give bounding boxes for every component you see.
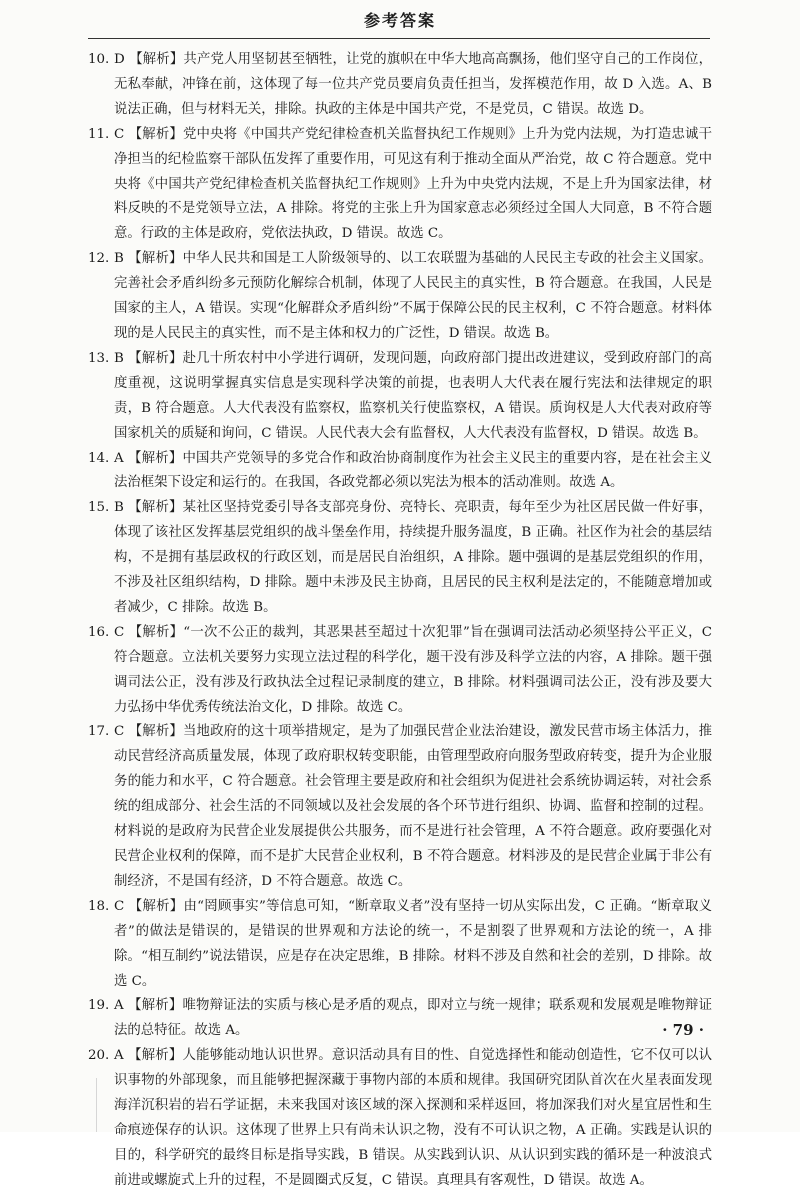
item-number: 19. — [88, 998, 110, 1014]
item-number: 17. — [88, 724, 110, 740]
analysis-text: 某社区坚持党委引导各支部亮身份、亮特长、亮职责，每年至少为社区居民做一件好事，体现了该社区发挥基层党组织的战斗堡垒作用，持续提升服务温度，B 正确。社区作为社会的基层结构，不是拥有基层政权的行政区划，而是居民自治组织，A 排除。题中强调的是基层党组织的作用，不涉及社区组织结构，D 排除。题中未涉及民主协商，且居民的民主权利是法定的，不能随意增加或者减少，C 排除。故选 B。 — [114, 500, 713, 615]
item-number: 15. — [88, 500, 110, 516]
item-number: 12. — [88, 251, 110, 267]
answer-list — [88, 48, 713, 1194]
analysis-tag: 【解析】 — [128, 450, 183, 466]
answer-item-10 — [88, 48, 713, 123]
answer-item-16 — [88, 621, 713, 721]
page-header-title: 参考答案 — [363, 11, 436, 30]
header-divider — [88, 38, 710, 39]
answer-item-18 — [88, 895, 713, 995]
answer-letter: A — [114, 998, 124, 1014]
analysis-text: “一次不公正的裁判，其恶果甚至超过十次犯罪”旨在强调司法活动必须坚持公平正义，C 符合题意。立法机关要努力实现立法过程的科学化，题干没有涉及科学立法的内容，A 排除。题干强调司法公正，没有涉及行政执法全过程记录制度的建立，B 排除。材料强调司法公正，没有涉及要大力弘扬中华优秀传统法治文化，D 排除。故选 C。 — [114, 624, 713, 715]
analysis-tag: 【解析】 — [128, 998, 183, 1014]
answer-letter: C — [114, 898, 125, 914]
answer-item-17 — [88, 720, 712, 894]
analysis-text: 党中央将《中国共产党纪律检查机关监督执纪工作规则》上升为党内法规，为打造忠诚干净担当的纪检监察干部队伍发挥了重要作用，可见这有利于推动全面从严治党，故 C 符合题意。党中央将《中国共产党纪律检查机关监督执纪工作规则》上升为中央党内法规，不是上升为国家法律，材料反映的不是党领导立法，A 排除。将党的主张上升为国家意志必须经过全国人大同意，B 不符合题意。行政的主体是政府，党依法执政，D 错误。故选 C。 — [114, 126, 712, 242]
item-number: 13. — [88, 350, 110, 366]
binding-margin-line — [96, 1078, 97, 1132]
answer-item-14 — [88, 447, 713, 497]
analysis-tag: 【解析】 — [128, 126, 183, 142]
answer-letter: A — [114, 450, 124, 466]
analysis-text: 人能够能动地认识世界。意识活动具有目的性、自觉选择性和能动创造性，它不仅可以认识事物的外部现象，而且能够把握深藏于事物内部的本质和规律。我国研究团队首次在火星表面发现海洋沉积岩的岩石学证据，未来我国对该区域的深入探测和采样返回，将加深我们对火星宜居性和生命痕迹保存的认识。这体现了世界上只有尚未认识之物，没有不可认识之物，A 正确。实践是认识的目的，科学研究的最终目标是指导实践，B 错误。从实践到认识、从认识到实践的循环是一种波浪式前进或螺旋式上升的过程，不是圆圈式反复，C 错误。真理具有客观性，D 错误。故选 A。 — [114, 1048, 713, 1188]
analysis-text: 当地政府的这十项举措规定，是为了加强民营企业法治建设，激发民营市场主体活力，推动民营经济高质量发展，体现了政府职权转变职能，由管理型政府向服务型政府转变，提升为企业服务的能力和水平，C 符合题意。社会管理主要是政府和社会组织为促进社会系统协调运转，对社会系统的组成部分、社会生活的不同领域以及社会发展的各个环节进行组织、协调、监督和控制的过程。材料说的是政府为民营企业发展提供公共服务，而不是进行社会管理，A 不符合题意。政府要强化对民营企业权利的保障，而不是扩大民营企业权利，B 不符合题意。材料涉及的是民营企业属于非公有制经济，不是国有经济，D 不符合题意。故选 C。 — [114, 724, 712, 889]
answer-letter: C — [114, 624, 125, 640]
item-number: 20. — [88, 1048, 110, 1064]
analysis-text: 赴几十所农村中小学进行调研，发现问题，向政府部门提出改进建议，受到政府部门的高度重视，这说明掌握真实信息是实现科学决策的前提，也表明人大代表在履行宪法和法律规定的职责，B 符合题意。人大代表没有监察权，监察机关行使监察权，A 错误。质询权是人大代表对政府等国家机关的质疑和询问，C 错误。人民代表大会有监督权，人大代表没有监督权，D 错误。故选 B。 — [114, 350, 713, 441]
analysis-tag: 【解析】 — [128, 624, 184, 640]
item-number: 14. — [88, 450, 110, 466]
item-number: 10. — [88, 52, 110, 67]
answer-letter: A — [114, 1048, 124, 1064]
analysis-tag: 【解析】 — [128, 251, 183, 267]
answer-item-13 — [88, 347, 713, 447]
answer-item-11 — [88, 123, 712, 248]
answer-letter: B — [114, 500, 124, 516]
page-number: · 79 · — [662, 1021, 704, 1039]
answer-item-19 — [88, 994, 713, 1044]
answer-item-20 — [88, 1044, 713, 1193]
answer-letter: D — [114, 52, 125, 67]
analysis-tag: 【解析】 — [129, 52, 184, 67]
item-number: 16. — [88, 624, 110, 640]
analysis-text: 共产党人用坚韧甚至牺牲，让党的旗帜在中华大地高高飘扬，他们坚守自己的工作岗位，无私奉献，冲锋在前，这体现了每一位共产党员要肩负责任担当，发挥模范作用，故 D 入选。A、B 说法正确，但与材料无关，排除。执政的主体是中国共产党，不是党员，C 错误。故选 D。 — [114, 52, 713, 117]
answer-letter: C — [114, 126, 125, 142]
analysis-tag: 【解析】 — [128, 724, 183, 740]
analysis-tag: 【解析】 — [128, 1048, 183, 1064]
answer-letter: B — [114, 251, 124, 267]
analysis-text: 唯物辩证法的实质与核心是矛盾的观点，即对立与统一规律；联系观和发展观是唯物辩证法的总特征。故选 A。 — [114, 998, 713, 1039]
answer-letter: B — [114, 350, 124, 366]
analysis-tag: 【解析】 — [128, 350, 183, 366]
answer-item-12 — [88, 247, 713, 347]
analysis-tag: 【解析】 — [128, 500, 183, 516]
answer-item-15 — [88, 496, 713, 621]
item-number: 11. — [88, 126, 110, 142]
analysis-tag: 【解析】 — [128, 898, 184, 914]
analysis-text: 中华人民共和国是工人阶级领导的、以工农联盟为基础的人民民主专政的社会主义国家。完善社会矛盾纠纷多元预防化解综合机制，体现了人民民主的真实性，B 符合题意。在我国，人民是国家的主人，A 错误。实现“化解群众矛盾纠纷”不属于保障公民的民主权利，C 不符合题意。材料体现的是人民民主的真实性，而不是主体和权力的广泛性，D 错误。故选 B。 — [114, 251, 713, 341]
item-number: 18. — [88, 898, 110, 914]
answer-letter: C — [114, 724, 125, 740]
analysis-text: 由“罔顾事实”等信息可知，“断章取义者”没有坚持一切从实际出发，C 正确。“断章取义者”的做法是错误的，是错误的世界观和方法论的统一，不是割裂了世界观和方法论的统一，A 排除。“相互制约”说法错误，应是存在决定思维，B 排除。材料不涉及自然和社会的差别，D 排除。故选 C。 — [114, 898, 713, 989]
analysis-text: 中国共产党领导的多党合作和政治协商制度作为社会主义民主的重要内容，是在社会主义法治框架下设定和运行的。在我国，各政党都必须以宪法为根本的活动准则。故选 A。 — [114, 450, 713, 491]
